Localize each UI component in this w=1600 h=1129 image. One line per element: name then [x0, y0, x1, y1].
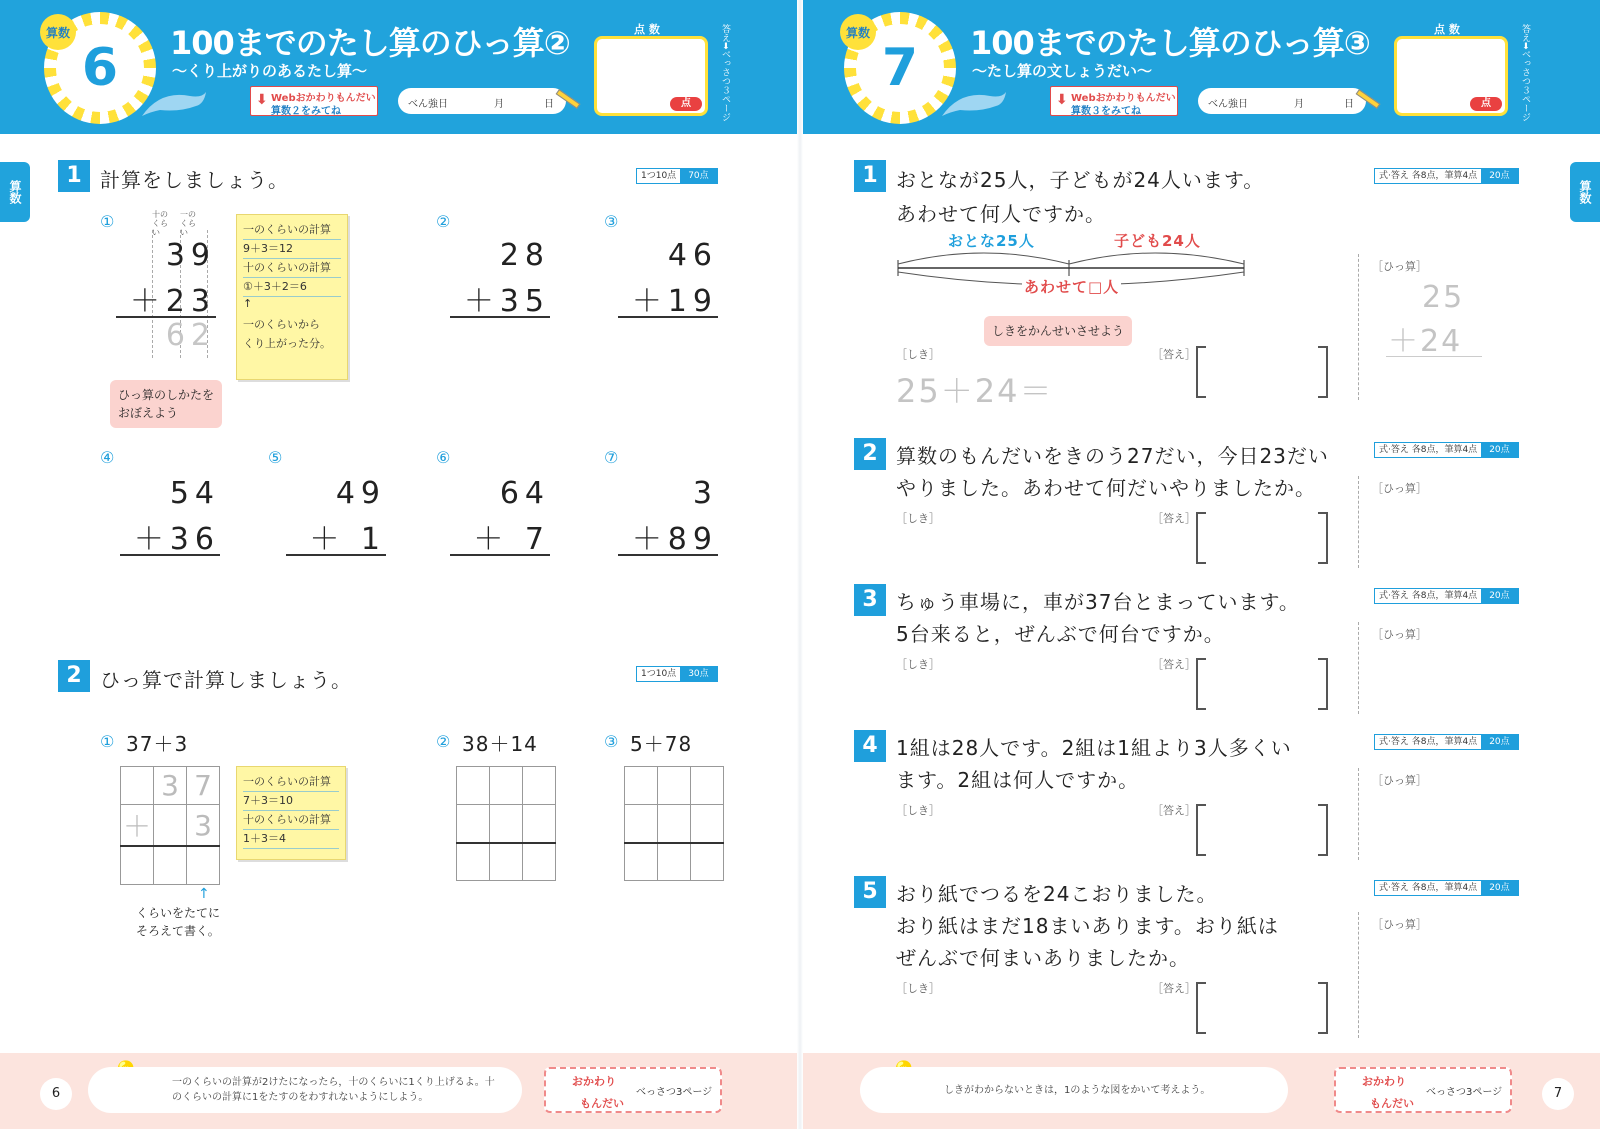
kotae-label: ［答え］ [1152, 512, 1196, 525]
subject-tag: 算数 [40, 14, 76, 50]
page-subtitle: ～くり上がりのあるたし算～ [172, 62, 368, 80]
month-label: 月 [1294, 99, 1304, 110]
points-each: 式·答え 各8点，筆算4点 [1379, 737, 1478, 747]
answer-box[interactable] [1196, 804, 1328, 856]
note-line: 十のくらいの計算 [243, 259, 341, 278]
expression: 37＋3 [126, 732, 189, 756]
addend-bottom: ＋89 [631, 522, 718, 557]
points-total: 20点 [1481, 735, 1517, 749]
diagram-label-right: 子ども24人 [1114, 232, 1201, 250]
hissan-label: ［ひっ算］ [1372, 918, 1427, 931]
question-line: おり紙はまだ18まいあります。おり紙は [896, 914, 1279, 938]
web-link-label: Webおかわりもんだい [271, 93, 376, 104]
points-each: 式·答え 各8点，筆算4点 [1379, 445, 1478, 455]
calc-note [236, 214, 348, 380]
shiki-label: ［しき］ [896, 512, 940, 525]
answer-box[interactable] [1196, 346, 1328, 398]
grid-hint [136, 904, 220, 940]
sample-top: 25 [1422, 280, 1465, 315]
problem-5 [286, 476, 386, 556]
page-header [0, 0, 800, 134]
addend-top: 49 [335, 476, 386, 511]
page-number: 6 [40, 1078, 72, 1110]
hint-bubble [110, 380, 222, 428]
item-number: ① [100, 212, 115, 231]
points-total: 30点 [680, 667, 716, 681]
study-label: べん強日 [1208, 99, 1248, 110]
points-each: 1つ10点 [641, 171, 677, 181]
tip-text: 一のくらいの計算が2けたになったら，十のくらいに1くり上げるよ。十のくらいの計算に1をたすのをわすれないようにしよう。 [88, 1067, 522, 1113]
question-text: ひっ算で計算しましょう。 [100, 668, 352, 692]
note-line: ①＋3＋2＝6 [243, 278, 341, 297]
unit-number: 7 [856, 24, 944, 112]
problem-3 [618, 238, 718, 318]
points-each: 1つ10点 [641, 669, 677, 679]
hint-line: ひっ算のしかたを [118, 388, 215, 402]
points-badge [636, 168, 718, 184]
problem-4 [120, 476, 220, 556]
sample-line [1386, 356, 1482, 357]
hint-line: おぼえよう [118, 406, 179, 420]
note-line: 一のくらいから [243, 318, 320, 331]
item-number: ① [100, 732, 115, 751]
problem-7 [618, 476, 718, 556]
okawari-page: べっさつ3ページ [636, 1087, 713, 1098]
page-footer [0, 1053, 800, 1129]
question-line: おとなが25人，子どもが24人います。 [896, 168, 1265, 192]
question-number: 4 [854, 730, 886, 762]
question-number: 1 [854, 160, 886, 192]
answer-grid[interactable] [624, 766, 724, 881]
item-number: ⑤ [268, 448, 283, 467]
points-each: 式·答え 各8点，筆算4点 [1379, 883, 1478, 893]
item-number: ⑥ [436, 448, 451, 467]
question-line: ちゅう車場に，車が37台とまっています。 [896, 590, 1300, 614]
calc-note [236, 766, 346, 860]
points-badge [1374, 168, 1519, 184]
item-number: ② [436, 212, 451, 231]
extra-problems-box[interactable] [1334, 1067, 1512, 1113]
answer-box[interactable] [1196, 512, 1328, 564]
unit-number: 6 [56, 24, 144, 112]
shiki-label: ［しき］ [896, 982, 940, 995]
hissan-label: ［ひっ算］ [1372, 628, 1427, 641]
up-arrow-icon: ↑ [198, 886, 210, 902]
answer-box[interactable] [1196, 658, 1328, 710]
web-extra-link[interactable] [1050, 86, 1178, 116]
score-label: 点 数 [634, 23, 660, 36]
okawari-label: おかわり [1362, 1075, 1406, 1088]
kotae-label: ［答え］ [1152, 804, 1196, 817]
score-label: 点 数 [1434, 23, 1460, 36]
points-total: 70点 [680, 169, 716, 183]
wave-divider [0, 124, 800, 140]
tip-text: しきがわからないときは，1のような図をかいて考えよう。 [860, 1067, 1288, 1113]
okawari-label: おかわり [572, 1075, 616, 1088]
question-line: ぜんぶで何まいありましたか。 [896, 946, 1190, 970]
web-link-sub: 算数３をみてね [1071, 106, 1141, 117]
points-each: 式·答え 各8点，筆算4点 [1379, 171, 1478, 181]
page-title: 100までのたし算のひっ算③ [970, 24, 1370, 62]
dolphin-icon [940, 86, 1010, 124]
hint-line: そろえて書く。 [136, 924, 220, 938]
problem-1 [116, 238, 216, 356]
note-line: ↑ [243, 297, 253, 310]
question-line: やりました。あわせて何だいやりましたか。 [896, 476, 1316, 500]
study-date [398, 88, 566, 114]
divider [1358, 254, 1359, 400]
item-number: ⑦ [604, 448, 619, 467]
expression: 5＋78 [630, 732, 693, 756]
study-date [1198, 88, 1366, 114]
download-icon: ⬇ [256, 92, 268, 108]
points-total: 20点 [1481, 589, 1517, 603]
question-number: 1 [58, 160, 90, 192]
extra-problems-box[interactable] [544, 1067, 722, 1113]
note-line: 7＋3＝10 [243, 792, 339, 811]
dolphin-icon [140, 86, 210, 124]
day-label: 日 [544, 99, 554, 110]
diagram-label-bottom: あわせて□人 [1024, 278, 1120, 296]
question-number: 3 [854, 584, 886, 616]
points-total: 20点 [1481, 169, 1517, 183]
question-line: ます。2組は何人ですか。 [896, 768, 1140, 792]
tens-head: 十のくらい [152, 210, 168, 237]
points-total: 20点 [1481, 881, 1517, 895]
page-footer [800, 1053, 1600, 1129]
hint-line: くらいをたてに [136, 906, 221, 920]
score-unit: 点 [1470, 97, 1502, 111]
addend-top: 54 [169, 476, 220, 511]
question-line: 1組は28人です。2組は1組より3人多くい [896, 736, 1292, 760]
problem-6 [450, 476, 550, 556]
divider [1358, 476, 1359, 568]
hint-bubble: しきをかんせいさせよう [984, 316, 1132, 346]
question-number: 2 [58, 660, 90, 692]
item-number: ③ [604, 212, 619, 231]
book-gutter [797, 0, 803, 1129]
question-line: 算数のもんだいをきのう27だい，今日23だい [896, 444, 1329, 468]
answer-grid[interactable] [120, 766, 220, 885]
addend-bottom: ＋36 [133, 522, 220, 557]
points-badge [1374, 734, 1519, 750]
problem-2 [450, 238, 550, 318]
points-badge [636, 666, 718, 682]
subject-tag: 算数 [840, 14, 876, 50]
points-each: 式·答え 各8点，筆算4点 [1379, 591, 1478, 601]
addend-top: 28 [499, 238, 550, 273]
points-badge [1374, 588, 1519, 604]
note-line: 十のくらいの計算 [243, 811, 339, 830]
note-line: 一のくらいの計算 [243, 773, 339, 792]
note-line: 1＋3＝4 [243, 830, 339, 849]
page-title: 100までのたし算のひっ算② [170, 24, 570, 62]
note-line: くり上がった分。 [243, 337, 331, 350]
addend-top: 39 [165, 238, 216, 273]
question-line: 5台来ると，ぜんぶで何台ですか。 [896, 622, 1225, 646]
shiki-label: ［しき］ [896, 658, 940, 671]
divider [1358, 912, 1359, 1038]
addend-top: 64 [499, 476, 550, 511]
study-label: べん強日 [408, 99, 448, 110]
download-icon: ⬇ [1056, 92, 1068, 108]
grid-cell: 3 [154, 767, 187, 805]
answer-grid[interactable] [456, 766, 556, 881]
kotae-label: ［答え］ [1152, 658, 1196, 671]
grid-cell: 3 [187, 805, 220, 847]
sample-bottom: ＋24 [1388, 324, 1463, 359]
ones-head: 一のくらい [180, 210, 196, 237]
hissan-label: ［ひっ算］ [1372, 482, 1427, 495]
shiki-label: ［しき］ [896, 804, 940, 817]
day-label: 日 [1344, 99, 1354, 110]
expression: 38＋14 [462, 732, 538, 756]
web-link-sub: 算数２をみてね [271, 106, 341, 117]
okawari-page: べっさつ3ページ [1426, 1087, 1503, 1098]
right-page [800, 0, 1600, 1129]
page-number: 7 [1542, 1078, 1574, 1110]
points-badge [1374, 442, 1519, 458]
points-badge [1374, 880, 1519, 896]
addend-bottom: ＋ 7 [473, 522, 550, 557]
question-text: 計算をしましょう。 [100, 168, 289, 192]
question-number: 2 [854, 438, 886, 470]
divider [1358, 622, 1359, 714]
grid-cell: ＋ [121, 805, 154, 847]
addend-top: 46 [667, 238, 718, 273]
sample-answer: 62 [165, 318, 216, 353]
question-line: おり紙でつるを24こおりました。 [896, 882, 1218, 906]
item-number: ② [436, 732, 451, 751]
sample-expression: 25＋24＝ [896, 372, 1054, 410]
addend-bottom: ＋23 [129, 284, 216, 319]
hissan-label: ［ひっ算］ [1372, 260, 1427, 273]
hissan-label: ［ひっ算］ [1372, 774, 1427, 787]
note-line: 一のくらいの計算 [243, 221, 341, 240]
okawari-label: もんだい [1370, 1097, 1414, 1110]
page-subtitle: ～たし算の文しょうだい～ [972, 62, 1153, 80]
side-tab: 算数 [0, 162, 30, 222]
note-line: 9＋3＝12 [243, 240, 341, 259]
item-number: ③ [604, 732, 619, 751]
kotae-label: ［答え］ [1152, 982, 1196, 995]
answer-ref: 答え➡べっさつ３ページ [720, 24, 730, 122]
question-number: 5 [854, 876, 886, 908]
addend-top: 3 [692, 476, 718, 511]
wave-divider [800, 124, 1600, 140]
addend-bottom: ＋ 1 [309, 522, 386, 557]
diagram-label-left: おとな25人 [948, 232, 1035, 250]
item-number: ④ [100, 448, 115, 467]
addend-bottom: ＋19 [631, 284, 718, 319]
answer-box[interactable] [1196, 982, 1328, 1034]
question-line: あわせて何人ですか。 [896, 202, 1106, 226]
okawari-label: もんだい [580, 1097, 624, 1110]
kotae-label: ［答え］ [1152, 348, 1196, 361]
shiki-label: ［しき］ [896, 348, 940, 361]
points-total: 20点 [1481, 443, 1517, 457]
grid-cell: 7 [187, 767, 220, 805]
divider [1358, 768, 1359, 860]
month-label: 月 [494, 99, 504, 110]
score-unit: 点 [670, 97, 702, 111]
page-header [800, 0, 1600, 134]
web-link-label: Webおかわりもんだい [1071, 93, 1176, 104]
side-tab: 算数 [1570, 162, 1600, 222]
answer-ref: 答え➡べっさつ３ページ [1520, 24, 1530, 122]
web-extra-link[interactable] [250, 86, 378, 116]
addend-bottom: ＋35 [463, 284, 550, 319]
